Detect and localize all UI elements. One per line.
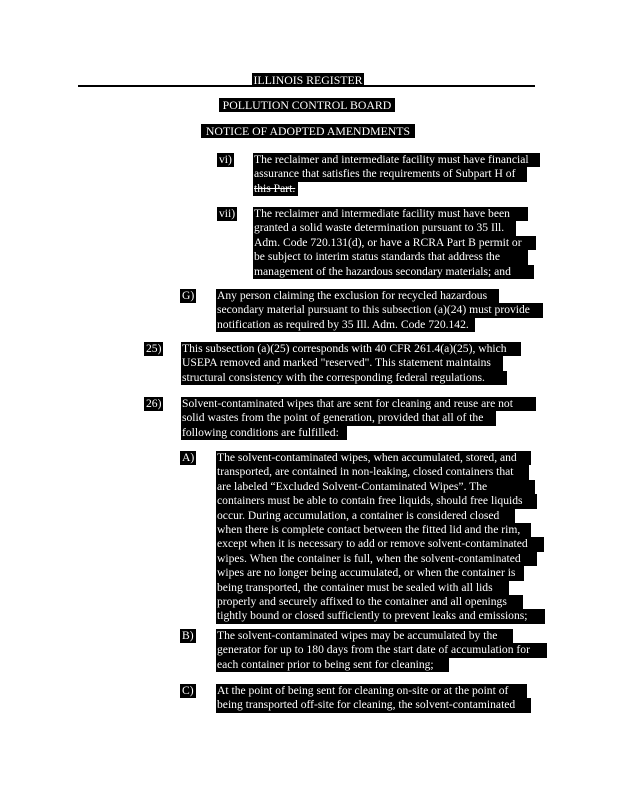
text-line: tightly bound or closed sufficiently to prevent leaks and emissions; [216,609,545,623]
item-text-g [216,289,543,332]
item-label-g: G) [182,289,195,302]
item-text-a [216,451,545,624]
text-line: properly and securely affixed to the container and all openings [216,595,523,609]
text-line: transported, are contained in non-leaking, closed containers that [216,465,529,479]
text-line: each container prior to being sent for cleaning; [216,658,449,672]
text-line: containers must be able to contain free liquids, should free liquids [216,494,537,508]
text-line: wipes. When the container is full, when the solvent-contaminated [216,552,537,566]
item-label-vi: vi) [219,153,232,166]
text-line: be subject to interim status standards that address the [253,250,528,264]
header-board: POLLUTION CONTROL BOARD [219,98,395,112]
item-label-c: C) [182,684,194,697]
text-line: This subsection (a)(25) corresponds with 40 CFR 261.4(a)(25), which [181,342,521,356]
item-label-a: A) [182,451,195,464]
text-line: management of the hazardous secondary materials; and [253,265,534,279]
text-line: are labeled “Excluded Solvent-Contaminated Wipes”. The [216,480,535,494]
item-text-c [216,684,531,713]
header-notice: NOTICE OF ADOPTED AMENDMENTS [201,124,415,138]
item-text-b [216,629,547,672]
text-line: being transported off-site for cleaning, the solvent-contaminated [216,698,531,712]
text-line: granted a solid waste determination pursuant to 35 Ill. [253,221,516,235]
text-line: Solvent-contaminated wipes that are sent for cleaning and reuse are not [181,397,536,411]
text-line: The reclaimer and intermediate facility must have been [253,207,528,221]
item-text-vi [253,153,540,196]
item-label-25: 25) [146,342,162,355]
text-line: secondary material pursuant to this subsection (a)(24) must provide [216,303,543,317]
text-line: assurance that satisfies the requirements of Subpart H of [253,167,527,181]
text-line: Any person claiming the exclusion for recycled hazardous [216,289,499,303]
text-line: following conditions are fulfilled: [181,426,347,440]
item-label-vii: vii) [219,207,236,220]
text-line: At the point of being sent for cleaning on-site or at the point of [216,684,527,698]
text-line: The solvent-contaminated wipes may be accumulated by the [216,629,513,643]
text-line: generator for up to 180 days from the start date of accumulation for [216,643,547,657]
header-register: ILLINOIS REGISTER [253,73,363,87]
text-line: being transported, the container must be sealed with all lids [216,581,509,595]
text-line: solid wastes from the point of generation, provided that all of the [181,411,496,425]
text-line: structural consistency with the corresponding federal regulations. [181,371,507,385]
item-label-26: 26) [146,397,162,410]
text-line: occur. During accumulation, a container is considered closed [216,509,515,523]
item-text-vii [253,207,536,279]
text-line: USEPA removed and marked "reserved". This statement maintains [181,356,503,370]
text-line: Adm. Code 720.131(d), or have a RCRA Part B permit or [253,236,536,250]
text-line: when there is complete contact between the fitted lid and the rim, [216,523,531,537]
item-label-b: B) [182,629,194,642]
text-line: except when it is necessary to add or remove solvent-contaminated [216,537,544,551]
text-line: The reclaimer and intermediate facility must have financial [253,153,540,167]
text-line: The solvent-contaminated wipes, when accumulated, stored, and [216,451,531,465]
item-text-25 [181,342,521,385]
text-line: this Part. [253,182,298,196]
item-text-26 [181,397,536,440]
text-line: notification as required by 35 Ill. Adm. Code 720.142. [216,318,475,332]
text-line: wipes are no longer being accumulated, or when the container is [216,566,524,580]
